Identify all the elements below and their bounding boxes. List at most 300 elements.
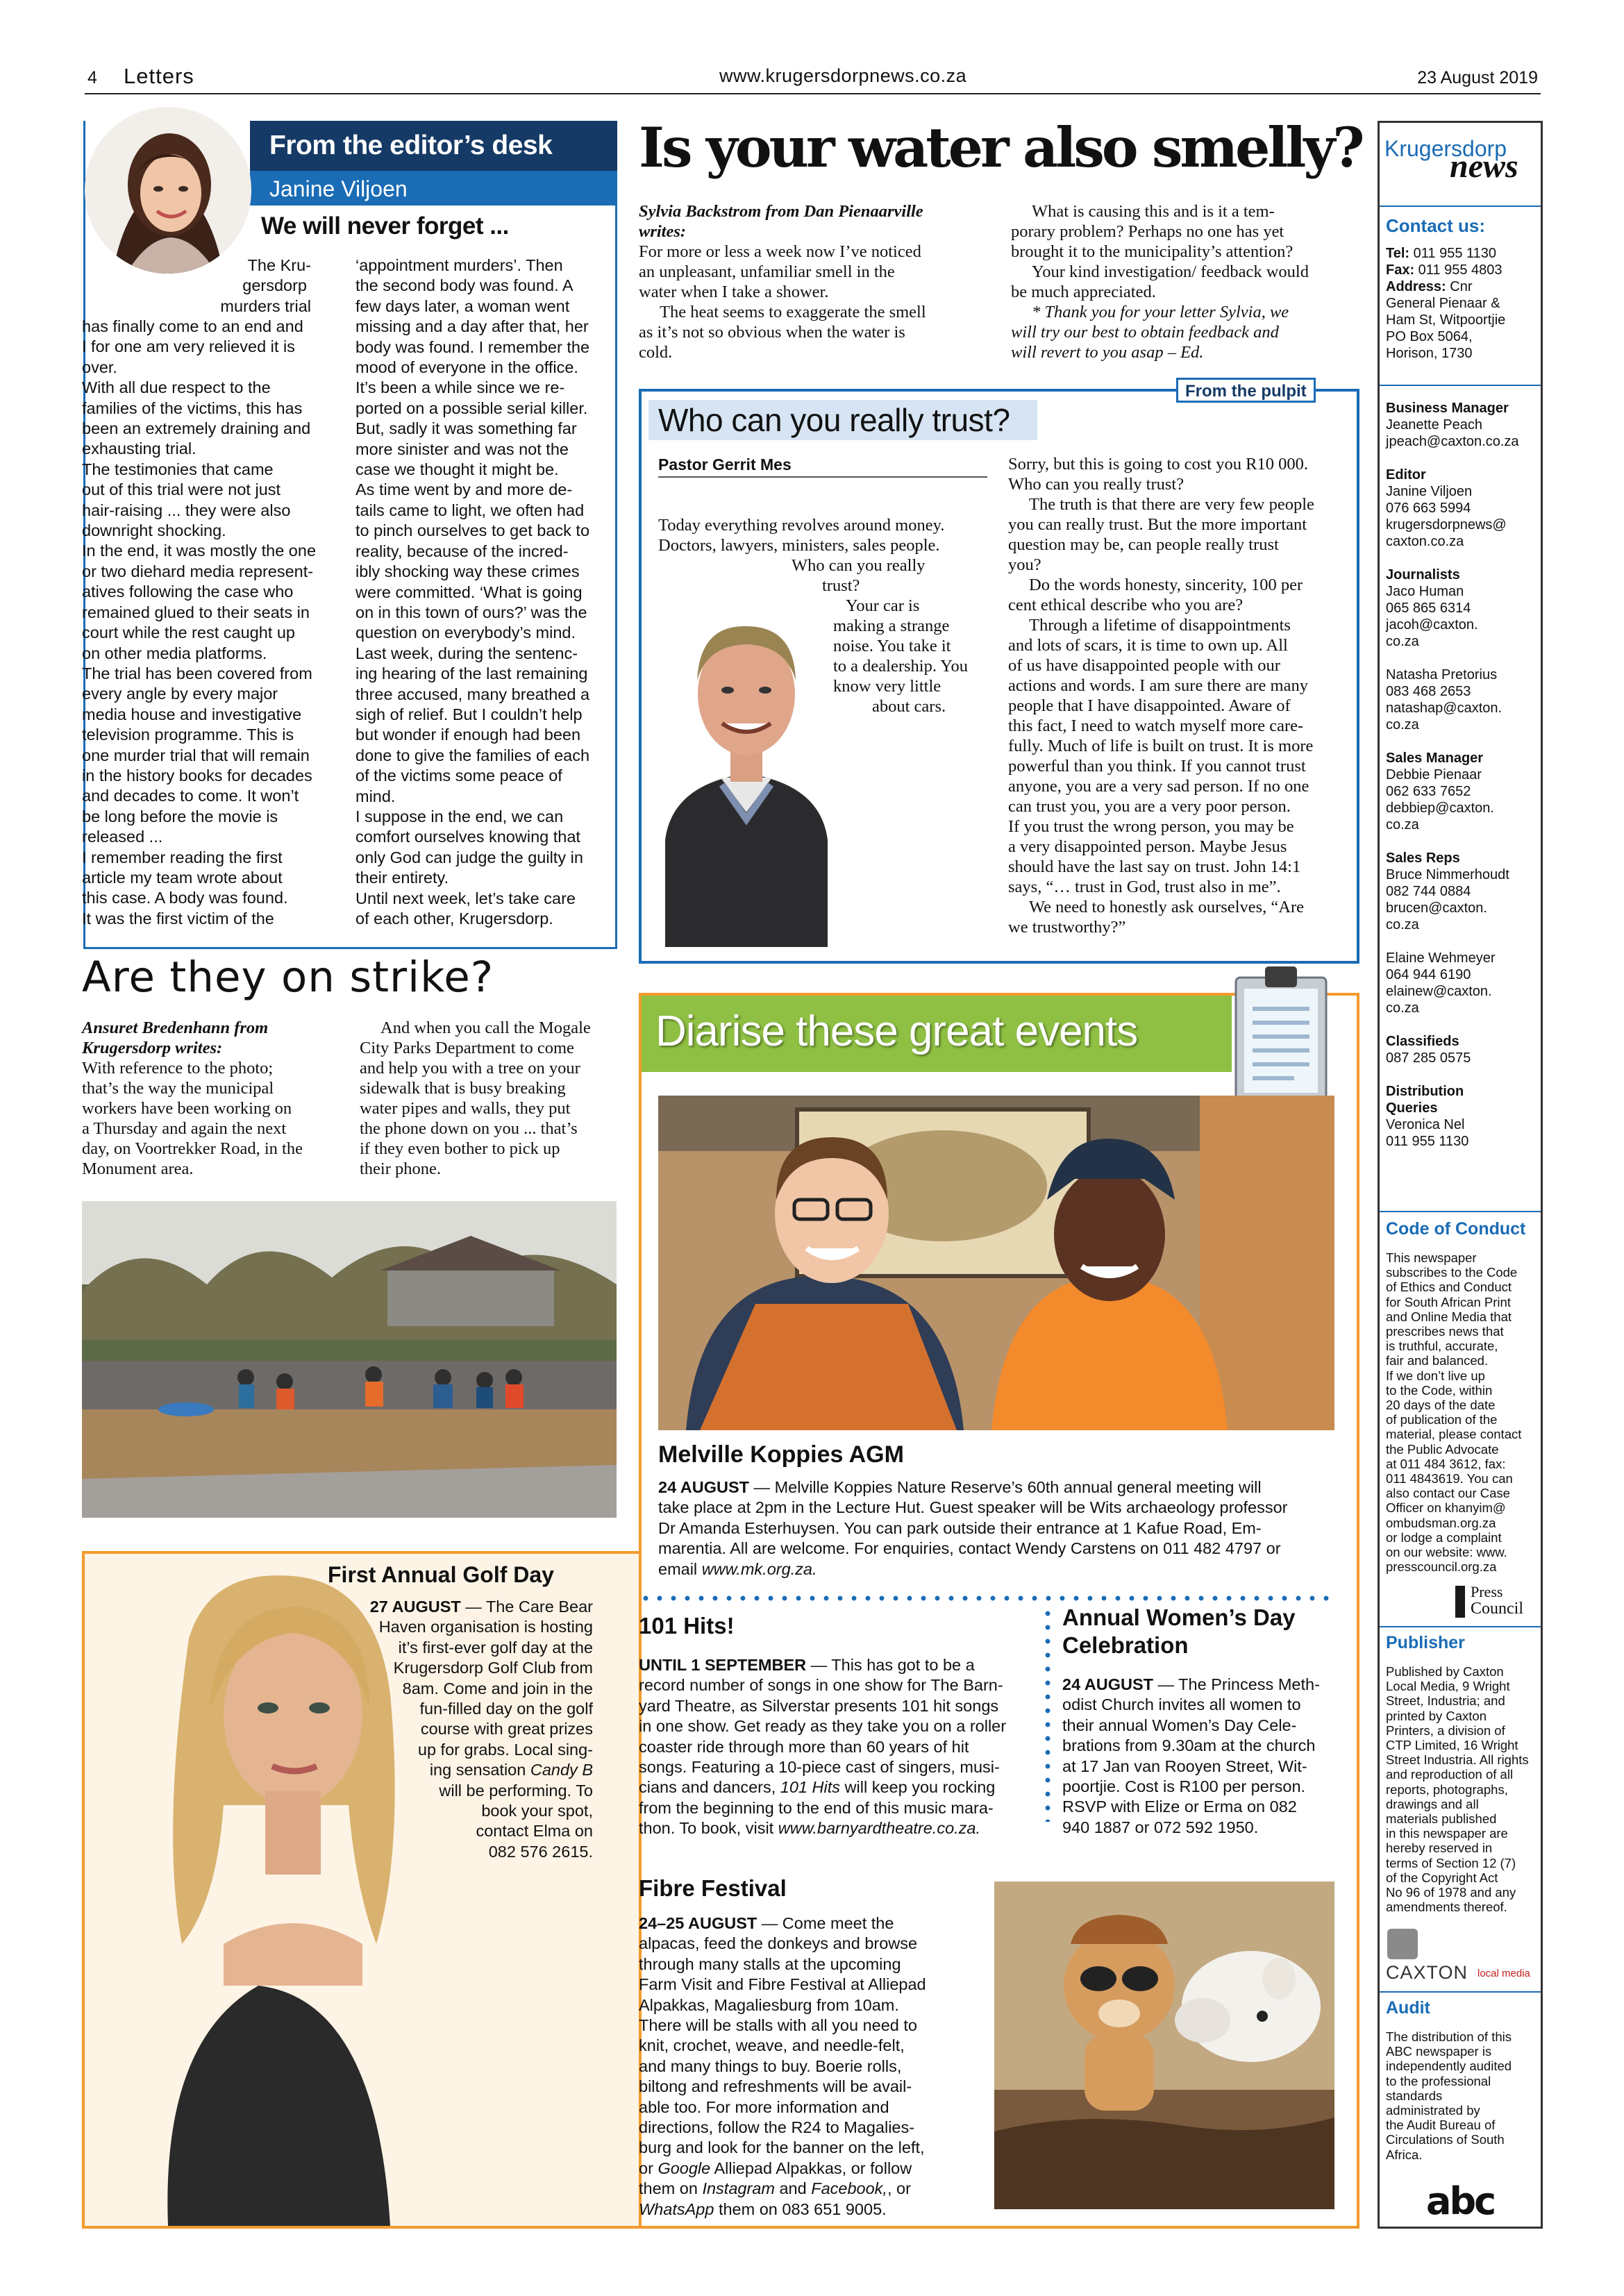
staff-line: 062 633 7652 bbox=[1386, 784, 1471, 799]
event-melville-title: Melville Koppies AGM bbox=[658, 1441, 904, 1468]
text-line: done to give the families of each bbox=[355, 746, 590, 764]
pastor-photo bbox=[658, 576, 835, 947]
text-line: fully. Much of life is built on trust. It is more bbox=[1008, 737, 1314, 755]
publisher-line: Local Media, 9 Wright bbox=[1386, 1679, 1510, 1694]
letter-byline: Krugersdorp writes: bbox=[82, 1039, 223, 1057]
text-line: alpacas, feed the donkeys and browse bbox=[639, 1934, 918, 1953]
text-line: be long before the movie is bbox=[82, 807, 278, 826]
text-line: fun-filled day on the golf bbox=[419, 1700, 593, 1718]
text-line: to pinch ourselves to get back to bbox=[355, 521, 590, 540]
pulpit-tag: From the pulpit bbox=[1176, 378, 1316, 403]
text-line: As time went by and more de- bbox=[355, 480, 573, 499]
press-council-line: Council bbox=[1471, 1600, 1523, 1618]
text-line: ibly shocking way these crimes bbox=[355, 562, 580, 581]
press-council-logo bbox=[1455, 1583, 1539, 1622]
text-line: — The Care Bear bbox=[460, 1598, 593, 1616]
staff-line: jacoh@caxton. bbox=[1386, 617, 1478, 632]
text-line: actions and words. I am sure there are many bbox=[1008, 676, 1308, 695]
code-line: 20 days of the date bbox=[1386, 1398, 1496, 1413]
text-line bbox=[639, 1913, 986, 1934]
text-line: For more or less a week now I’ve noticed bbox=[639, 242, 921, 261]
pulpit-col-right bbox=[1008, 454, 1348, 937]
text-line: the second body was found. A bbox=[355, 276, 574, 295]
text-line: television programme. This is bbox=[82, 726, 294, 744]
text-line: atives following the case who bbox=[82, 583, 294, 601]
text-line: , or bbox=[887, 2179, 911, 2198]
text-line: one murder trial that will remain bbox=[82, 746, 310, 764]
event-women-body bbox=[1062, 1675, 1347, 1838]
text-line: of the victims some peace of bbox=[355, 766, 562, 785]
staff-line: 065 865 6314 bbox=[1386, 601, 1471, 616]
text-line: on in this town of ours?’ was the bbox=[355, 603, 587, 621]
text-line: or two diehard media represent- bbox=[82, 562, 314, 580]
text-line: can trust you, you are a very poor person. bbox=[1008, 797, 1291, 816]
text-line: missing and a day after that, her bbox=[355, 317, 589, 336]
staff-line: natashap@caxton. bbox=[1386, 701, 1502, 716]
code-line: material, please contact bbox=[1386, 1427, 1522, 1442]
audit-line: independently audited bbox=[1386, 2059, 1512, 2074]
text-line: — Melville Koppies Nature Reserve’s 60th annual general meeting will bbox=[749, 1478, 1262, 1496]
editor-heading: From the editor’s desk bbox=[269, 131, 553, 160]
text-line: and help you with a tree on your bbox=[360, 1059, 580, 1078]
text-line: thon. To book, visit bbox=[639, 1819, 778, 1838]
letter-byline: writes: bbox=[639, 222, 687, 241]
text-line: There will be stalls with all you need to bbox=[639, 2016, 918, 2035]
text-line: burg and look for the banner on the left, bbox=[639, 2138, 925, 2157]
code-line: to the Code, within bbox=[1386, 1382, 1493, 1398]
text-line: — Come meet the bbox=[757, 1914, 894, 1932]
staff-line: co.za bbox=[1386, 634, 1419, 649]
staff-line: elainew@caxton. bbox=[1386, 984, 1492, 999]
caxton-icon bbox=[1387, 1929, 1418, 1959]
text-line: were committed. ‘What is going bbox=[355, 583, 583, 601]
text-line: anyone, you are a very sad person. If no one bbox=[1008, 777, 1309, 796]
text-line: their annual Women’s Day Cele- bbox=[1062, 1716, 1297, 1734]
text-line: an unpleasant, unfamiliar smell in the bbox=[639, 262, 895, 281]
text-line: and bbox=[774, 2179, 812, 2198]
text-line: three accused, many breathed a bbox=[355, 685, 590, 703]
text-line: sigh of relief. But I couldn’t help bbox=[355, 705, 583, 723]
page-number: 4 bbox=[87, 68, 97, 87]
staff-entry bbox=[1386, 1083, 1539, 1150]
text-line: in one show. Get ready as they take you on a roller bbox=[639, 1717, 1007, 1736]
melville-photo bbox=[658, 1096, 1334, 1430]
code-line: If we don’t live up bbox=[1386, 1368, 1485, 1383]
text-line: reality, because of the incred- bbox=[355, 542, 569, 560]
text-line: RSVP with Elize or Erma on 082 bbox=[1062, 1798, 1297, 1816]
publisher-line: printed by Caxton bbox=[1386, 1708, 1487, 1723]
audit-line: Africa. bbox=[1386, 2147, 1423, 2162]
audit-line: to the professional bbox=[1386, 2073, 1491, 2088]
text-line: What is causing this and is it a tem- bbox=[1032, 202, 1275, 221]
strike-headline: Are they on strike? bbox=[82, 953, 494, 1002]
social-instagram: Instagram bbox=[702, 2179, 775, 2198]
text-line: on other media platforms. bbox=[82, 644, 267, 662]
text-line: ing hearing of the last remaining bbox=[355, 664, 588, 683]
editor-reply: will revert to you asap – Ed. bbox=[1011, 343, 1204, 362]
event-link[interactable]: www.mk.org.za. bbox=[701, 1559, 817, 1578]
text-line: it’s first-ever golf day at the bbox=[398, 1638, 593, 1657]
text-line: odist Church invites all women to bbox=[1062, 1695, 1301, 1714]
event-date: 24 AUGUST bbox=[658, 1478, 750, 1496]
editor-col-left bbox=[82, 317, 346, 929]
pulpit-title: Who can you really trust? bbox=[658, 402, 1010, 438]
event-link[interactable]: www.barnyardtheatre.co.za. bbox=[778, 1819, 981, 1838]
publisher-line: CTP Limited, 16 Wright bbox=[1386, 1738, 1518, 1753]
contact-label: Fax: bbox=[1386, 262, 1415, 278]
staff-line: brucen@caxton. bbox=[1386, 900, 1487, 916]
audit-line: standards bbox=[1386, 2088, 1443, 2103]
text-line: — The Princess Meth- bbox=[1153, 1675, 1320, 1693]
event-date: 24 AUGUST bbox=[1062, 1675, 1154, 1693]
text-line: Until next week, let’s take care bbox=[355, 889, 576, 907]
audit-line: ABC newspaper is bbox=[1386, 2044, 1492, 2059]
text-line: article my team wrote about bbox=[82, 868, 283, 887]
code-line: This newspaper bbox=[1386, 1250, 1477, 1265]
staff-line: krugersdorpnews@ bbox=[1386, 517, 1507, 533]
audit-line: The distribution of this bbox=[1386, 2029, 1512, 2044]
text-line: making a strange bbox=[833, 617, 950, 635]
text-line: remained glued to their seats in bbox=[82, 603, 310, 621]
text-line: them on 083 651 9005. bbox=[714, 2199, 887, 2218]
text-line bbox=[639, 2179, 986, 2199]
staff-role: Journalists bbox=[1386, 567, 1460, 583]
text-line: mind. bbox=[355, 787, 396, 805]
staff-entry bbox=[1386, 667, 1539, 733]
text-line: porary problem? Perhaps no one has yet bbox=[1011, 222, 1284, 241]
text-line bbox=[658, 1559, 1339, 1579]
staff-line: co.za bbox=[1386, 817, 1419, 832]
text-line: been an extremely draining and bbox=[82, 419, 311, 438]
alpaca-photo bbox=[994, 1882, 1334, 2209]
text-line: and lots of scars, it is time to own up. All bbox=[1008, 636, 1288, 655]
text-line: their phone. bbox=[360, 1159, 442, 1178]
text-line: more sinister and was not the bbox=[355, 439, 569, 458]
publisher-line: hereby reserved in bbox=[1386, 1841, 1493, 1856]
text-line: at 17 Jan van Rooyen Street, Wit- bbox=[1062, 1757, 1307, 1775]
staff-line: Debbie Pienaar bbox=[1386, 767, 1482, 782]
water-col-right bbox=[1011, 201, 1372, 362]
code-line: at 011 484 3612, fax: bbox=[1386, 1456, 1506, 1471]
event-women-title bbox=[1062, 1604, 1296, 1659]
text-line: But, sadly it was something far bbox=[355, 419, 577, 438]
text-line: be much appreciated. bbox=[1011, 283, 1156, 301]
text-line: Your kind investigation/ feedback would bbox=[1032, 262, 1309, 281]
text-line: but wonder if enough had been bbox=[355, 726, 581, 744]
text-line: The trial has been covered from bbox=[82, 664, 312, 682]
staff-entry bbox=[1386, 750, 1539, 833]
contact-title: Contact us: bbox=[1386, 215, 1485, 236]
text-line bbox=[639, 1818, 1041, 1838]
text-line: Haven organisation is hosting bbox=[378, 1618, 593, 1636]
text-line: I remember reading the first bbox=[82, 848, 283, 866]
text-line: only God can judge the guilty in bbox=[355, 848, 583, 866]
text-line: 082 576 2615. bbox=[488, 1842, 593, 1861]
code-line: fair and balanced. bbox=[1386, 1353, 1489, 1368]
strike-col-left bbox=[82, 1018, 346, 1179]
text-line: record number of songs in one show for The Barn- bbox=[639, 1676, 1003, 1695]
audit-line: administrated by bbox=[1386, 2103, 1480, 2118]
issue-date: 23 August 2019 bbox=[1417, 68, 1538, 87]
text-line: And when you call the Mogale bbox=[380, 1019, 591, 1037]
sidebar-rule bbox=[1380, 1626, 1541, 1627]
website-url[interactable]: www.krugersdorpnews.co.za bbox=[719, 65, 967, 86]
text-line: and decades to come. It won’t bbox=[82, 787, 299, 805]
sidebar-rule bbox=[1380, 1211, 1541, 1212]
publisher-line: reports, photographs, bbox=[1386, 1782, 1508, 1797]
staff-line: 087 285 0575 bbox=[1386, 1050, 1471, 1066]
text-line: of us have disappointed people with our bbox=[1008, 656, 1280, 675]
abc-logo: abc bbox=[1426, 2179, 1495, 2223]
code-line: subscribes to the Code bbox=[1386, 1265, 1518, 1280]
staff-line: debbiep@caxton. bbox=[1386, 801, 1494, 816]
text-line: you can really trust. But the more important bbox=[1008, 515, 1307, 534]
publisher-line: terms of Section 12 (7) bbox=[1386, 1855, 1516, 1870]
text-line: every angle by every major bbox=[82, 685, 278, 703]
code-line: of Ethics and Conduct bbox=[1386, 1280, 1512, 1295]
text-line: Who can you really bbox=[792, 556, 926, 575]
code-line: on our website: www. bbox=[1386, 1545, 1507, 1560]
page-header bbox=[85, 65, 1541, 93]
audit-line: Circulations of South bbox=[1386, 2132, 1505, 2147]
text-line: noise. You take it bbox=[833, 637, 951, 655]
event-hits-body bbox=[639, 1655, 1041, 1839]
text-line: over. bbox=[82, 358, 117, 376]
contact-label: Address: bbox=[1386, 279, 1446, 294]
code-of-conduct bbox=[1386, 1219, 1539, 1574]
staff-entry bbox=[1386, 467, 1539, 550]
water-headline: Is your water also smelly? bbox=[639, 115, 1362, 180]
text-line: Dr Amanda Esterhuysen. You can park outside their entrance at 1 Kafue Road, Em- bbox=[658, 1518, 1262, 1537]
social-whatsapp: WhatsApp bbox=[639, 2199, 714, 2218]
text-line: will keep you rocking bbox=[840, 1778, 996, 1797]
author-rule bbox=[658, 476, 987, 478]
code-line: prescribes news that bbox=[1386, 1324, 1504, 1339]
text-line: Farm Visit and Fibre Festival at Alliepad bbox=[639, 1975, 926, 1994]
text-line: Krugersdorp Golf Club from bbox=[393, 1659, 593, 1677]
text-line: day, on Voortrekker Road, in the bbox=[82, 1139, 303, 1158]
editor-reply: * Thank you for your letter Sylvia, we bbox=[1032, 303, 1289, 321]
address-line: Horison, 1730 bbox=[1386, 346, 1473, 361]
editor-lead bbox=[165, 255, 311, 317]
text-line: Through a lifetime of disappointments bbox=[1029, 616, 1291, 635]
text-line: body was found. I remember the bbox=[355, 337, 590, 356]
text-line: Today everything revolves around money. bbox=[658, 516, 945, 535]
text-line: about cars. bbox=[872, 697, 946, 716]
text-line: Who can you really trust? bbox=[1008, 475, 1184, 494]
text-line: It’s been a while since we re- bbox=[355, 378, 565, 397]
text-line: the phone down on you ... that’s bbox=[360, 1119, 578, 1138]
editor-name: Janine Viljoen bbox=[269, 176, 408, 201]
staff-entry bbox=[1386, 400, 1539, 450]
staff-line: Jaco Human bbox=[1386, 584, 1464, 599]
text-line: this case. A body was found. bbox=[82, 889, 288, 907]
text-line: hair-raising ... they were also bbox=[82, 501, 291, 519]
contact-value: 011 955 4803 bbox=[1414, 262, 1502, 278]
staff-line: jpeach@caxton.co.za bbox=[1386, 434, 1519, 449]
text-line: through many stalls at the upcoming bbox=[639, 1954, 901, 1973]
text-line: brought it to the municipality’s attention? bbox=[1011, 242, 1294, 261]
text-line: up for grabs. Local sing- bbox=[417, 1740, 593, 1759]
text-line: or bbox=[639, 2159, 658, 2177]
text-line: powerful than you think. If you cannot trust bbox=[1008, 757, 1306, 776]
text-line: mood of everyone in the office. bbox=[355, 358, 578, 377]
audit-line: the Audit Bureau of bbox=[1386, 2118, 1496, 2133]
sidebar-rule bbox=[1380, 206, 1541, 207]
text-line: as it’s not so obvious when the water is bbox=[639, 323, 905, 342]
text-line: yard Theatre, as Silverstar presents 101 hit songs bbox=[639, 1696, 999, 1715]
text-line: exhausting trial. bbox=[82, 439, 196, 458]
text-line: water pipes and walls, they put bbox=[360, 1099, 571, 1118]
text-line: tails came to light, we often had bbox=[355, 501, 585, 519]
contact-line bbox=[1386, 262, 1539, 278]
text-line: I for one am very relieved it is bbox=[82, 337, 295, 356]
text-line: know very little bbox=[833, 677, 941, 696]
header-rule bbox=[85, 93, 1541, 94]
staff-line: 076 663 5994 bbox=[1386, 501, 1471, 516]
pulpit-author: Pastor Gerrit Mes bbox=[658, 455, 792, 474]
editor-title: We will never forget ... bbox=[261, 212, 509, 240]
text-line bbox=[333, 1597, 593, 1617]
code-line: is truthful, accurate, bbox=[1386, 1339, 1498, 1354]
text-line: question on everybody’s mind. bbox=[355, 623, 576, 642]
staff-line: 064 944 6190 bbox=[1386, 967, 1471, 982]
text-line: If you trust the wrong person, you may be bbox=[1008, 817, 1294, 836]
text-line: if they even bother to pick up bbox=[360, 1139, 560, 1158]
show-name: 101 Hits bbox=[780, 1778, 841, 1797]
sidebar-staff bbox=[1386, 400, 1539, 1150]
text-line: and many things to buy. Boerie rolls, bbox=[639, 2056, 902, 2075]
staff-line: Janine Viljoen bbox=[1386, 484, 1473, 499]
contact-label: Tel: bbox=[1386, 246, 1410, 261]
staff-line: 083 468 2653 bbox=[1386, 684, 1471, 699]
text-line: cent ethical describe who you are? bbox=[1008, 596, 1244, 614]
sidebar-contact bbox=[1386, 215, 1539, 362]
text-line: 940 1887 or 072 592 1950. bbox=[1062, 1818, 1259, 1836]
text-line: With all due respect to the bbox=[82, 378, 271, 397]
text-line bbox=[639, 1777, 1041, 1798]
text-line: The testimonies that came bbox=[82, 460, 274, 478]
social-facebook: Facebook, bbox=[811, 2179, 887, 2198]
event-fibre-body bbox=[639, 1913, 986, 2220]
publisher-line: of the Copyright Act bbox=[1386, 1870, 1498, 1885]
text-line: case we thought it might be. bbox=[355, 460, 559, 479]
text-line: in the history books for decades bbox=[82, 766, 312, 785]
pulpit-wrap bbox=[792, 555, 994, 717]
dotted-divider bbox=[639, 1595, 1333, 1601]
text-line: email bbox=[658, 1559, 702, 1578]
publisher bbox=[1386, 1633, 1539, 1914]
text-line: from the beginning to the end of this music mara- bbox=[639, 1798, 994, 1817]
text-line: water when I take a shower. bbox=[639, 283, 829, 301]
event-date: 24–25 AUGUST bbox=[639, 1914, 757, 1932]
address-line: PO Box 5064, bbox=[1386, 329, 1473, 344]
staff-role: Editor bbox=[1386, 467, 1426, 483]
text-line: murders trial bbox=[220, 296, 311, 315]
press-council-line: Press bbox=[1471, 1583, 1503, 1600]
water-col-left bbox=[639, 201, 1000, 362]
code-line: for South African Print bbox=[1386, 1294, 1511, 1309]
text-line: 8am. Come and join in the bbox=[402, 1679, 593, 1698]
publisher-line: materials published bbox=[1386, 1811, 1497, 1827]
publisher-line: Printers, a division of bbox=[1386, 1723, 1505, 1738]
text-line: course with great prizes bbox=[420, 1720, 593, 1738]
text-line: poortjie. Cost is R100 per person. bbox=[1062, 1777, 1306, 1796]
text-line: downright shocking. bbox=[82, 521, 226, 540]
publisher-line: Street Industria. All rights bbox=[1386, 1752, 1529, 1768]
text-line: media house and investigative bbox=[82, 705, 302, 723]
text-line: I suppose in the end, we can bbox=[355, 807, 564, 826]
publisher-line: and reproduction of all bbox=[1386, 1767, 1514, 1782]
text-line: With reference to the photo; bbox=[82, 1059, 274, 1078]
text-line: released ... bbox=[82, 828, 163, 846]
text-line: Alliepad Alpakkas, or follow bbox=[710, 2159, 912, 2177]
logo-top: Krugersdorp bbox=[1384, 136, 1507, 161]
text-line: this fact, I need to watch myself more care- bbox=[1008, 717, 1304, 735]
text-line: a very disappointed person. Maybe Jesus bbox=[1008, 837, 1287, 856]
code-title: Code of Conduct bbox=[1386, 1219, 1526, 1239]
staff-line: Jeanette Peach bbox=[1386, 417, 1482, 433]
code-line: of publication of the bbox=[1386, 1412, 1498, 1427]
event-date: UNTIL 1 SEPTEMBER bbox=[639, 1656, 807, 1674]
code-line: Officer on khanyim@ bbox=[1386, 1500, 1506, 1516]
sidebar-rule bbox=[1380, 1991, 1541, 1993]
publisher-line: No 96 of 1978 and any bbox=[1386, 1885, 1516, 1900]
event-fibre-title: Fibre Festival bbox=[639, 1875, 787, 1901]
text-line: comfort ourselves knowing that bbox=[355, 828, 580, 846]
staff-role: Business Manager bbox=[1386, 401, 1509, 416]
sidebar-rule bbox=[1380, 385, 1541, 386]
staff-line: Natasha Pretorius bbox=[1386, 667, 1498, 682]
text-line bbox=[1062, 1675, 1347, 1695]
text-line: to a dealership. You bbox=[833, 657, 968, 676]
caxton-logo bbox=[1386, 1929, 1539, 1984]
text-line: songs. Featuring a 10-piece cast of singers, musi- bbox=[639, 1758, 1000, 1777]
text-line bbox=[658, 1477, 1339, 1498]
code-line: also contact our Case bbox=[1386, 1486, 1510, 1501]
text-line: directions, follow the R24 to Magalies- bbox=[639, 2118, 915, 2137]
text-line: In the end, it was mostly the one bbox=[82, 542, 317, 560]
text-line: you? bbox=[1008, 555, 1041, 574]
staff-line: Bruce Nimmerhoudt bbox=[1386, 867, 1509, 882]
audit-title: Audit bbox=[1386, 1998, 1430, 2018]
text-line: says, “… trust in God, trust also in me”. bbox=[1008, 878, 1281, 896]
text-line: coaster ride through more than 60 years of hit bbox=[639, 1737, 969, 1756]
staff-role: Queries bbox=[1386, 1100, 1438, 1116]
code-line: and Online Media that bbox=[1386, 1309, 1512, 1324]
staff-role: Classifieds bbox=[1386, 1034, 1459, 1049]
text-line: biltong and refreshments will be avail- bbox=[639, 2077, 912, 2096]
text-line bbox=[333, 1760, 593, 1780]
staff-role: Sales Manager bbox=[1386, 751, 1484, 766]
text-line: workers have been working on bbox=[82, 1099, 292, 1118]
singer-name: Candy B bbox=[530, 1761, 593, 1779]
text-line: sidewalk that is busy breaking bbox=[360, 1079, 566, 1098]
staff-role: Distribution bbox=[1386, 1084, 1464, 1099]
text-line: families of the victims, this has bbox=[82, 399, 303, 417]
text-line: Monument area. bbox=[82, 1159, 194, 1178]
text-line: ing sensation bbox=[429, 1761, 530, 1779]
text-line: Last week, during the sentenc- bbox=[355, 644, 578, 662]
publisher-line: amendments thereof. bbox=[1386, 1900, 1507, 1915]
text-line: that’s the way the municipal bbox=[82, 1079, 274, 1098]
letter-byline: Ansuret Bredenhann from bbox=[82, 1019, 269, 1037]
editor-reply: will try our best to obtain feedback and bbox=[1011, 323, 1279, 342]
text-line: — This has got to be a bbox=[806, 1656, 975, 1674]
code-line: presscouncil.org.za bbox=[1386, 1559, 1497, 1575]
event-date: 27 AUGUST bbox=[369, 1598, 461, 1616]
text-line: cians and dancers, bbox=[639, 1778, 780, 1797]
